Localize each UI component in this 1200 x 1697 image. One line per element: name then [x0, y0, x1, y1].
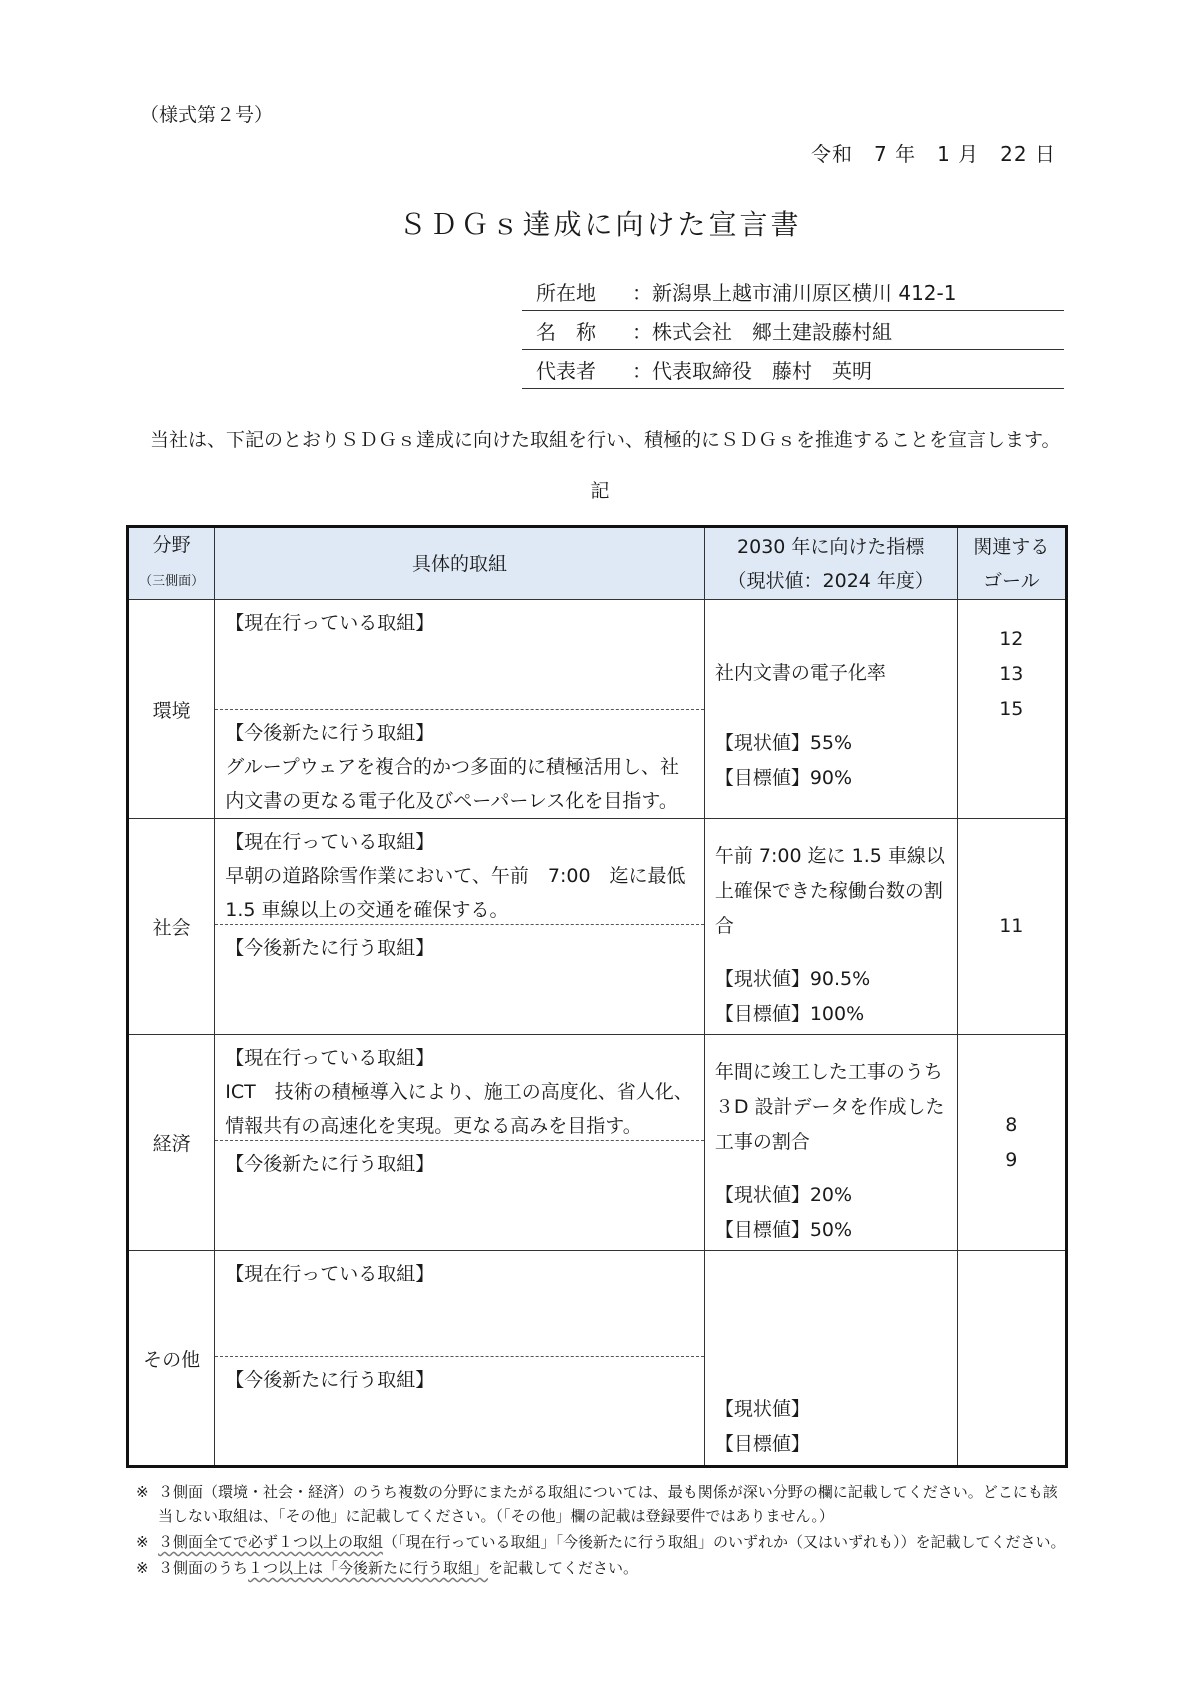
note-text-pre: ３側面のうち [158, 1559, 249, 1577]
table-row-economy [128, 1035, 1067, 1251]
note-text-rest: を記載してください。 [488, 1559, 639, 1577]
header-indicator-line2: （現状値：2024 年度） [727, 569, 934, 592]
current-value: 【現状値】55% [714, 732, 853, 754]
target-value: 【目標値】 [714, 1433, 810, 1455]
note-text [158, 1530, 1066, 1554]
field-economy: 経済 [128, 1035, 215, 1251]
initiatives-society [215, 819, 705, 1035]
note-text: ３側面（環境・社会・経済）のうち複数の分野にまたがる取組については、最も関係が深い分野の欄に記載してください。どこにも該当しない取組は、「その他」に記載してください。（「その他」欄の記載は登録要件ではありません。） [158, 1483, 1058, 1525]
header-goal-line2: ゴール [983, 569, 1040, 592]
header-goal [957, 527, 1066, 600]
colon: ： [632, 358, 652, 383]
goals-economy [957, 1035, 1066, 1251]
name-value: 株式会社 郷土建設藤村組 [652, 319, 892, 344]
header-initiatives: 具体的取組 [215, 527, 705, 600]
goal-number: 15 [999, 697, 1024, 720]
current-initiative [215, 819, 704, 925]
note-mark: ※ [136, 1559, 149, 1577]
goal-number: 8 [1005, 1113, 1018, 1136]
document-date: 令和 7 年 1 月 22 日 [811, 142, 1056, 166]
current-tag: 【現在行っている取組】 [225, 612, 435, 634]
current-value: 【現状値】90.5% [714, 968, 871, 990]
goal-number: 12 [999, 627, 1024, 650]
current-text: ICT 技術の積極導入により、施工の高度化、省人化、情報共有の高速化を実現。更なる高みを目指す。 [225, 1081, 693, 1137]
header-field-sub: （三側面） [139, 574, 205, 589]
indicator-society [704, 819, 957, 1035]
current-tag: 【現在行っている取組】 [225, 1047, 435, 1069]
goal-number: 9 [1005, 1148, 1018, 1171]
indicator-environment [704, 600, 957, 819]
representative-value: 代表取締役 藤村 英明 [652, 358, 872, 383]
indicator-other [704, 1251, 957, 1467]
target-value: 【目標値】100% [714, 1003, 865, 1025]
future-tag: 【今後新たに行う取組】 [225, 722, 435, 744]
current-value: 【現状値】 [714, 1398, 810, 1420]
future-tag: 【今後新たに行う取組】 [225, 1369, 435, 1391]
note-emphasis: ３側面全てで必ず１つ以上の取組 [158, 1533, 384, 1551]
goals-other [957, 1251, 1066, 1467]
current-initiative [215, 1035, 704, 1141]
target-value: 【目標値】90% [714, 767, 853, 789]
goal-number: 11 [999, 915, 1024, 937]
company-info-row-address [522, 272, 1064, 311]
indicator-text: 午前 7:00 迄に 1.5 車線以上確保できた稼働台数の割合 [714, 845, 945, 937]
goals-environment [957, 600, 1066, 819]
company-info [522, 272, 1064, 389]
target-value: 【目標値】50% [714, 1219, 853, 1241]
future-initiative [215, 710, 704, 818]
header-indicator [704, 527, 957, 600]
indicator-block [705, 1035, 957, 1248]
declaration-text: 当社は、下記のとおりＳＤＧｓ達成に向けた取組を行い、積極的にＳＤＧｓを推進することを宣言します。 [150, 429, 1061, 451]
future-initiative [215, 1357, 704, 1465]
header-field-label: 分野 [152, 534, 191, 556]
future-tag: 【今後新たに行う取組】 [225, 937, 435, 959]
indicator-economy [704, 1035, 957, 1251]
current-initiative [215, 1251, 704, 1357]
note-text-rest: （「現在行っている取組」「今後新たに行う取組」のいずれか（又はいずれも））を記載してください。 [383, 1533, 1066, 1551]
indicator-text: 年間に竣工した工事のうち３D 設計データを作成した工事の割合 [714, 1061, 945, 1153]
field-environment: 環境 [128, 600, 215, 819]
future-text: グループウェアを複合的かつ多面的に積極活用し、社内文書の更なる電子化及びペーパーレス化を目指す。 [225, 756, 679, 812]
future-initiative [215, 925, 704, 1033]
current-value: 【現状値】20% [714, 1184, 853, 1206]
note-mark: ※ [136, 1533, 149, 1551]
note-emphasis: １つ以上は「今後新たに行う取組」 [248, 1559, 489, 1577]
document-title: ＳＤＧｓ達成に向けた宣言書 [398, 208, 802, 241]
table-row-society [128, 819, 1067, 1035]
current-text: 早朝の道路除雪作業において、午前 7:00 迄に最低 1.5 車線以上の交通を確保する。 [225, 865, 686, 921]
company-info-row-representative [522, 350, 1064, 389]
indicator-block [705, 600, 957, 796]
form-number: （様式第２号） [140, 104, 274, 126]
current-tag: 【現在行っている取組】 [225, 831, 435, 853]
table-header-row [128, 527, 1067, 600]
future-initiative [215, 1141, 704, 1249]
note-item [136, 1480, 1071, 1528]
indicator-block [705, 1251, 957, 1462]
company-info-row-name [522, 311, 1064, 350]
address-label: 所在地 [536, 280, 596, 305]
header-goal-line1: 関連する [973, 535, 1050, 558]
note-text [158, 1556, 638, 1580]
future-tag: 【今後新たに行う取組】 [225, 1153, 435, 1175]
note-item [136, 1530, 1071, 1554]
colon: ： [632, 319, 652, 344]
ki-heading: 記 [590, 480, 610, 502]
note-mark: ※ [136, 1483, 149, 1501]
table-row-environment [128, 600, 1067, 819]
header-indicator-line1: 2030 年に向けた指標 [737, 535, 925, 558]
indicator-block [705, 819, 957, 1032]
initiatives-environment [215, 600, 705, 819]
representative-label: 代表者 [536, 358, 596, 383]
initiatives-economy [215, 1035, 705, 1251]
table-row-other [128, 1251, 1067, 1467]
header-field [128, 527, 215, 600]
name-label: 名 称 [536, 319, 596, 344]
note-item [136, 1556, 1071, 1580]
sdgs-table [126, 525, 1068, 1468]
address-value: 新潟県上越市浦川原区横川 412-1 [652, 280, 957, 305]
indicator-text: 社内文書の電子化率 [714, 662, 886, 684]
field-other: その他 [128, 1251, 215, 1467]
goal-number: 13 [999, 662, 1024, 685]
current-initiative [215, 600, 704, 710]
initiatives-other [215, 1251, 705, 1467]
colon: ： [632, 280, 652, 305]
current-tag: 【現在行っている取組】 [225, 1263, 435, 1285]
field-society: 社会 [128, 819, 215, 1035]
goals-society [957, 819, 1066, 1035]
notes [136, 1480, 1071, 1582]
